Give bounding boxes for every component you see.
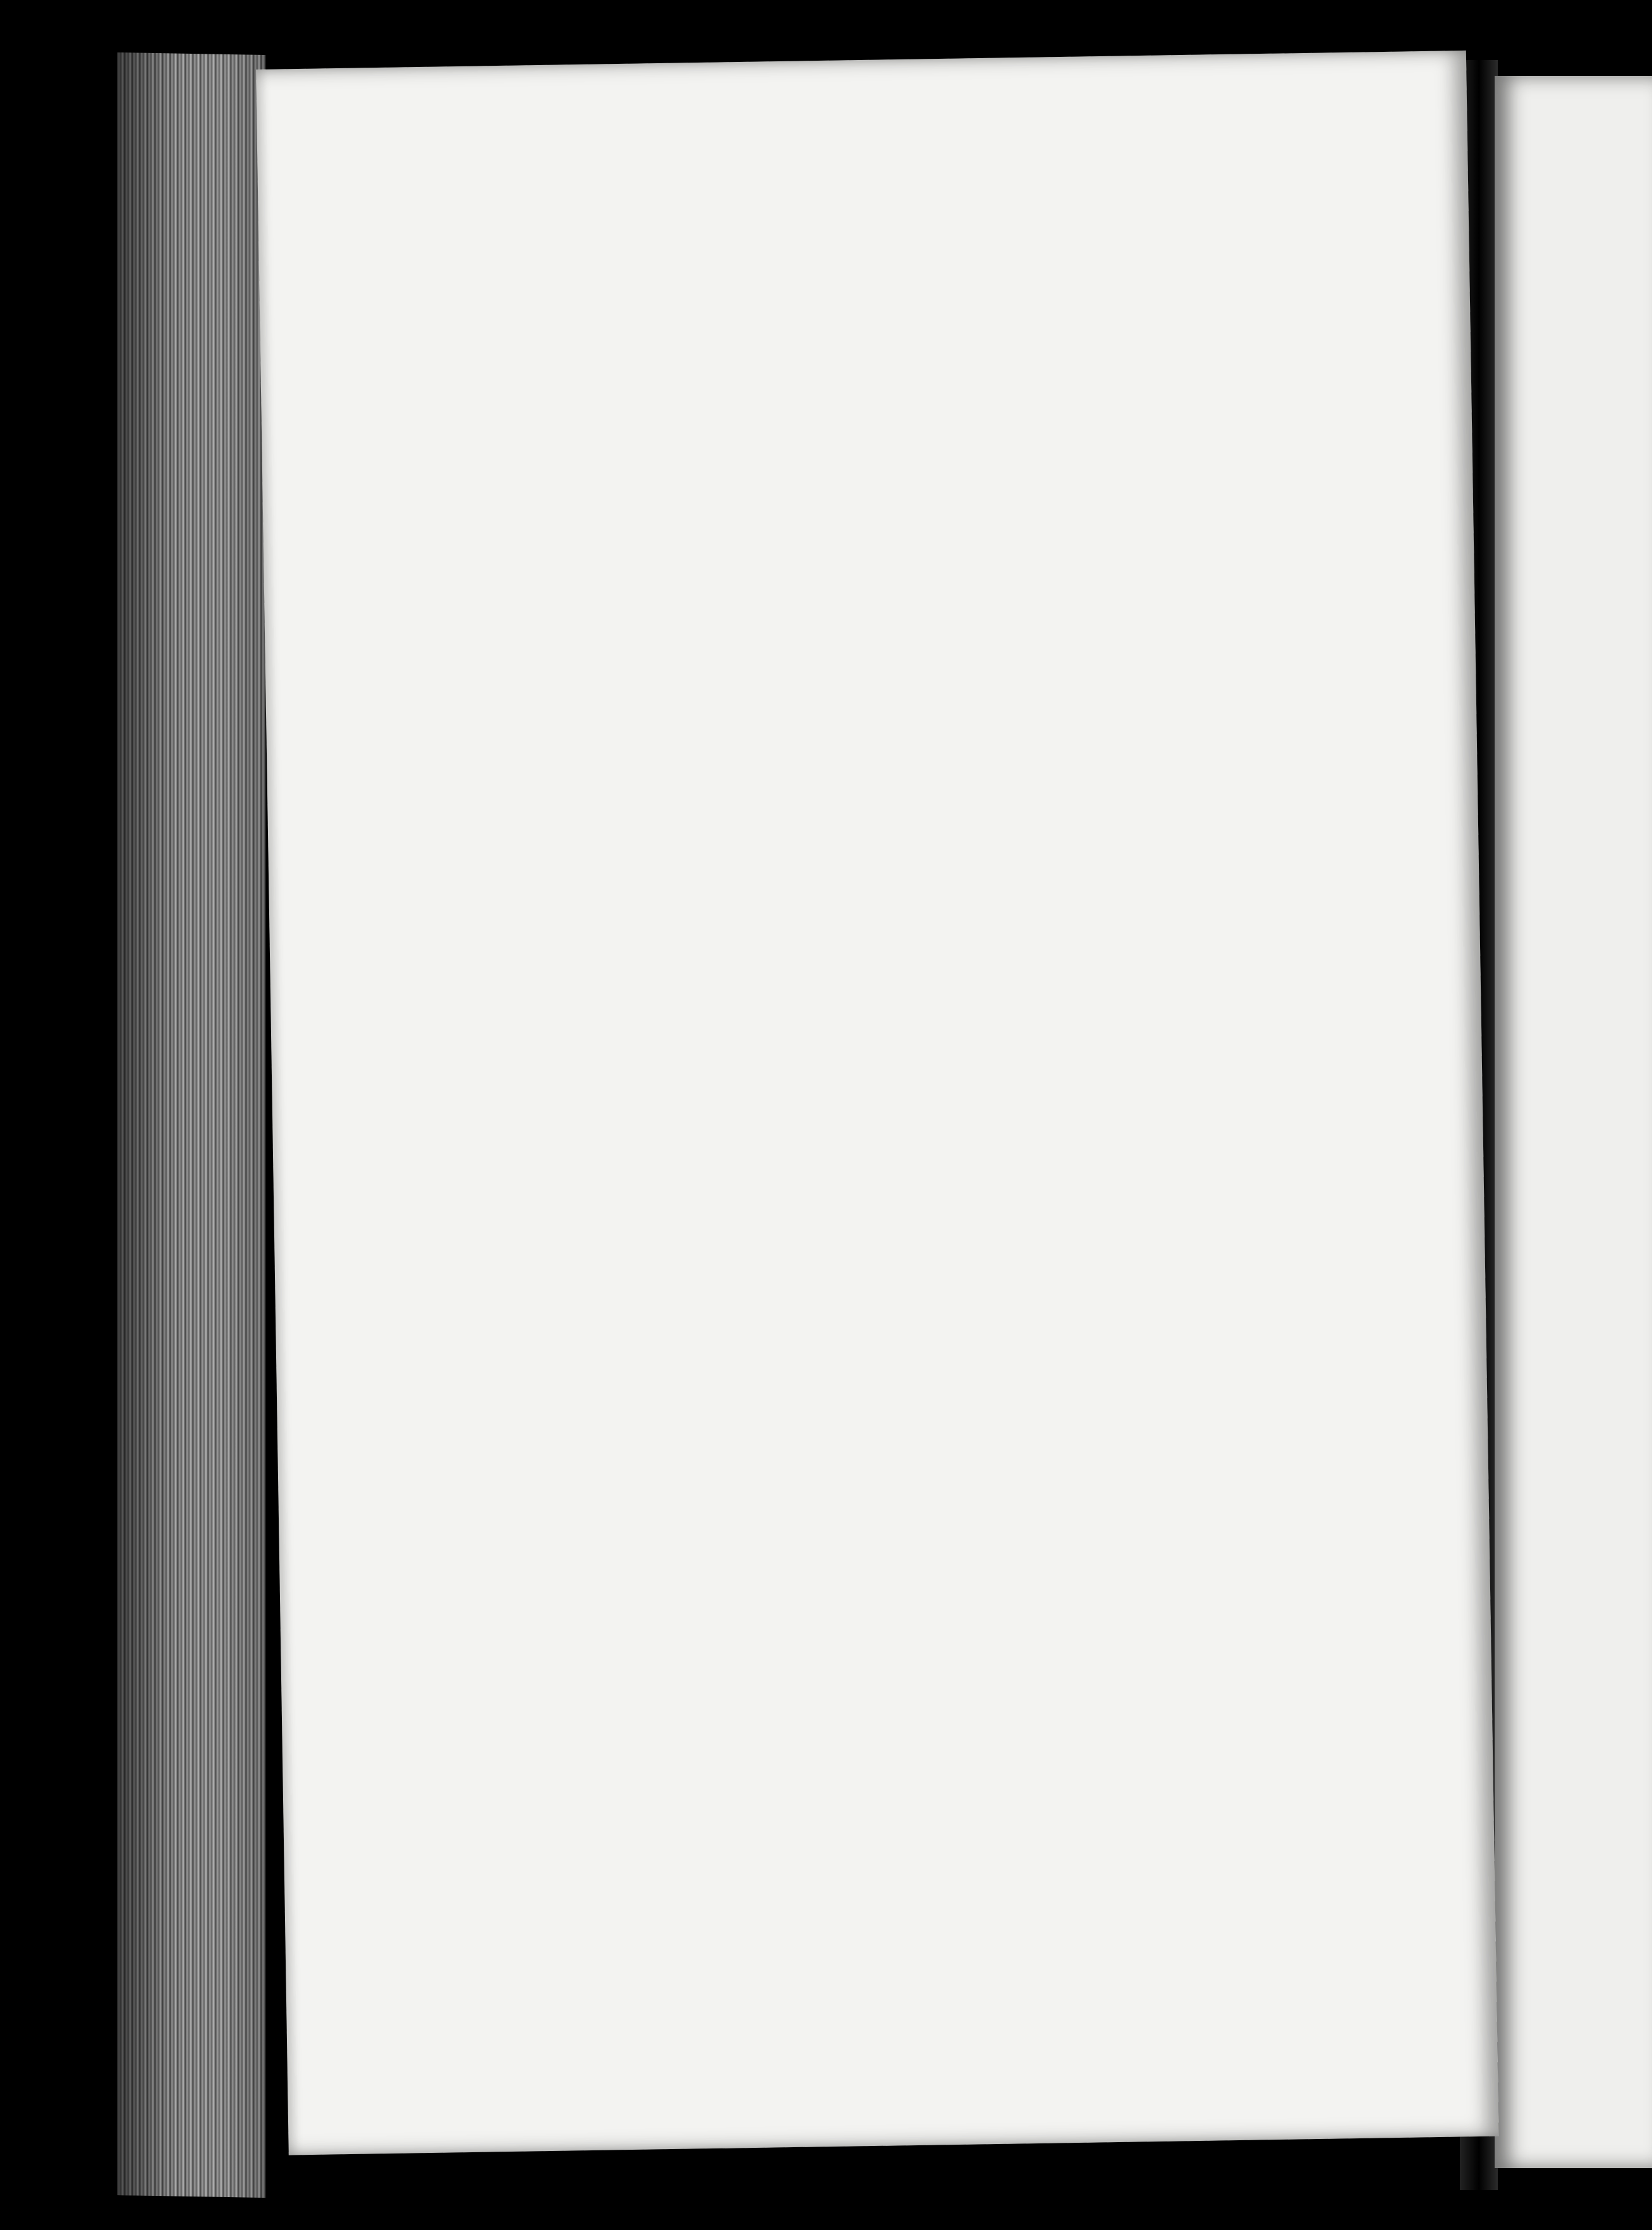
facing-page — [1495, 76, 1652, 2168]
page-header — [404, 197, 1365, 263]
book-page — [256, 51, 1499, 2155]
page-body-text — [395, 260, 1406, 276]
